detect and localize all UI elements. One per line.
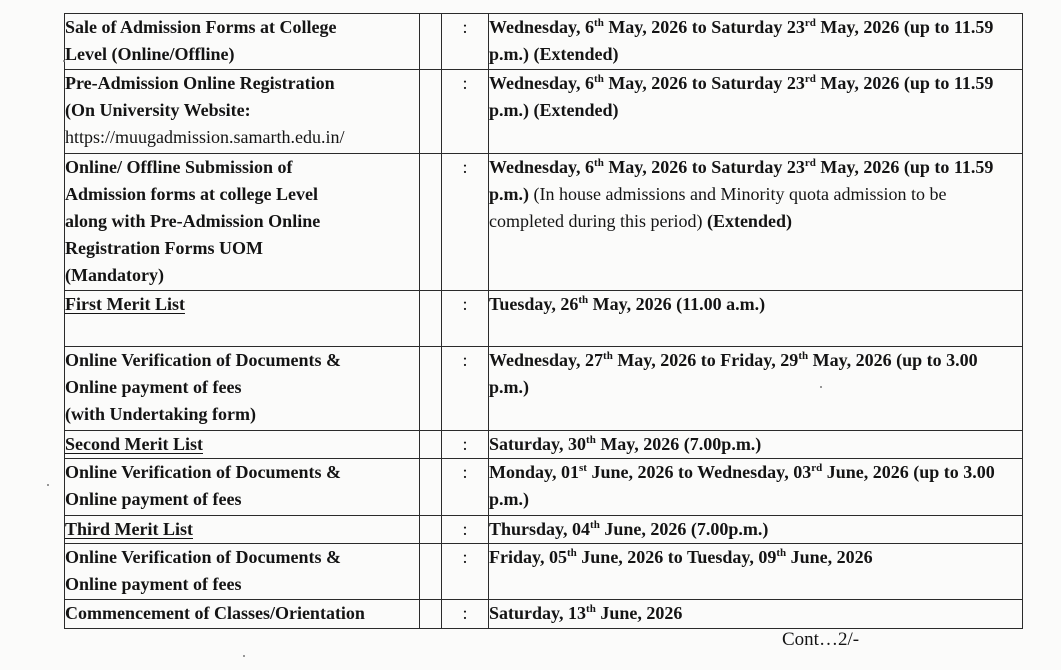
event-label: Pre-Admission Online Registration bbox=[65, 73, 335, 93]
ordinal-suffix: th bbox=[798, 350, 809, 362]
date-text: May, 2026 (7.00p.m.) bbox=[595, 434, 762, 454]
ordinal-suffix: st bbox=[579, 462, 587, 474]
colon-separator: : bbox=[442, 600, 489, 629]
event-cell bbox=[65, 154, 420, 291]
event-cell bbox=[65, 347, 420, 431]
schedule-row bbox=[65, 431, 1023, 459]
event-label: Registration Forms UOM bbox=[65, 238, 263, 258]
event-cell bbox=[65, 516, 420, 544]
ordinal-suffix: th bbox=[590, 519, 600, 531]
date-cell bbox=[489, 544, 1023, 600]
event-cell bbox=[65, 70, 420, 154]
date-cell bbox=[489, 347, 1023, 431]
date-cell bbox=[489, 516, 1023, 544]
date-text: (Extended) bbox=[706, 211, 792, 231]
event-label: Online Verification of Documents & bbox=[65, 350, 341, 370]
ordinal-suffix: th bbox=[578, 294, 589, 306]
date-text: May, 2026 to Saturday 23 bbox=[603, 73, 805, 93]
date-text: June, 2026 to Wednesday, 03 bbox=[586, 462, 812, 482]
scan-speck bbox=[820, 386, 822, 388]
event-label: Online payment of fees bbox=[65, 489, 242, 509]
event-label: Commencement of Classes/Orientation bbox=[65, 603, 365, 623]
event-label: (Mandatory) bbox=[65, 265, 164, 285]
date-text: June, 2026 bbox=[595, 603, 683, 623]
date-text: Tuesday, 26 bbox=[489, 294, 579, 314]
schedule-row bbox=[65, 291, 1023, 347]
event-label: (On University Website: bbox=[65, 100, 251, 120]
date-text: June, 2026 bbox=[786, 547, 873, 567]
date-cell bbox=[489, 14, 1023, 70]
date-cell bbox=[489, 291, 1023, 347]
date-note: (In house admissions and Minority quota admission to be completed during this period) bbox=[489, 184, 947, 231]
ordinal-suffix: th bbox=[603, 350, 613, 362]
colon-separator: : bbox=[442, 459, 489, 516]
scan-speck bbox=[243, 655, 245, 657]
spacer-cell bbox=[420, 154, 442, 291]
continuation-note: Cont…2/- bbox=[782, 629, 860, 650]
event-label: Online Verification of Documents & bbox=[65, 547, 341, 567]
date-text: Saturday, 30 bbox=[489, 434, 587, 454]
date-text: May, 2026 to Friday, 29 bbox=[612, 350, 799, 370]
schedule-row bbox=[65, 459, 1023, 516]
date-text: Friday, 05 bbox=[489, 547, 568, 567]
date-text: Wednesday, 6 bbox=[489, 73, 595, 93]
date-text: May, 2026 (11.00 a.m.) bbox=[588, 294, 766, 314]
schedule-row bbox=[65, 544, 1023, 600]
event-cell bbox=[65, 291, 420, 347]
colon-separator: : bbox=[442, 154, 489, 291]
ordinal-suffix: th bbox=[594, 157, 604, 169]
colon-separator: : bbox=[442, 70, 489, 154]
date-cell bbox=[489, 431, 1023, 459]
event-label: Admission forms at college Level bbox=[65, 184, 318, 204]
colon-separator: : bbox=[442, 347, 489, 431]
colon-separator: : bbox=[442, 544, 489, 600]
schedule-row bbox=[65, 154, 1023, 291]
date-cell bbox=[489, 154, 1023, 291]
ordinal-suffix: th bbox=[586, 603, 596, 615]
date-text: May, 2026 (up to 11.59 p.m.) (Extended) bbox=[489, 17, 994, 64]
date-cell bbox=[489, 459, 1023, 516]
colon-separator: : bbox=[442, 431, 489, 459]
date-text: Wednesday, 6 bbox=[489, 157, 595, 177]
ordinal-suffix: th bbox=[586, 434, 596, 446]
university-website-url: https://muugadmission.samarth.edu.in/ bbox=[65, 127, 345, 147]
event-label: Third Merit List bbox=[65, 519, 193, 539]
event-label: Online Verification of Documents & bbox=[65, 462, 341, 482]
date-text: June, 2026 to Tuesday, 09 bbox=[576, 547, 777, 567]
scan-speck bbox=[63, 60, 65, 62]
event-cell bbox=[65, 600, 420, 629]
schedule-row bbox=[65, 70, 1023, 154]
spacer-cell bbox=[420, 431, 442, 459]
ordinal-suffix: th bbox=[594, 73, 604, 85]
spacer-cell bbox=[420, 70, 442, 154]
ordinal-suffix: rd bbox=[811, 462, 823, 474]
event-label: Second Merit List bbox=[65, 434, 203, 454]
date-text: May, 2026 to Saturday 23 bbox=[603, 157, 805, 177]
scan-speck bbox=[47, 484, 49, 486]
colon-separator: : bbox=[442, 14, 489, 70]
spacer-cell bbox=[420, 600, 442, 629]
date-text: Saturday, 13 bbox=[489, 603, 587, 623]
ordinal-suffix: rd bbox=[804, 73, 816, 85]
event-label: (with Undertaking form) bbox=[65, 404, 256, 424]
ordinal-suffix: th bbox=[594, 17, 604, 29]
date-text: Monday, 01 bbox=[489, 462, 580, 482]
spacer-cell bbox=[420, 347, 442, 431]
ordinal-suffix: th bbox=[776, 547, 787, 559]
event-label: along with Pre-Admission Online bbox=[65, 211, 321, 231]
event-cell bbox=[65, 459, 420, 516]
spacer-cell bbox=[420, 291, 442, 347]
spacer-cell bbox=[420, 14, 442, 70]
schedule-row bbox=[65, 14, 1023, 70]
event-label: Online payment of fees bbox=[65, 574, 242, 594]
colon-separator: : bbox=[442, 516, 489, 544]
schedule-body bbox=[65, 14, 1023, 629]
date-cell bbox=[489, 600, 1023, 629]
date-text: May, 2026 (up to 11.59 p.m.) (Extended) bbox=[489, 73, 994, 120]
date-text: May, 2026 (up to 11.59 p.m.) bbox=[489, 157, 994, 204]
event-label: Level (Online/Offline) bbox=[65, 44, 235, 64]
spacer-cell bbox=[420, 459, 442, 516]
schedule-row bbox=[65, 600, 1023, 629]
event-label: Sale of Admission Forms at College bbox=[65, 17, 337, 37]
ordinal-suffix: rd bbox=[804, 17, 816, 29]
event-cell bbox=[65, 431, 420, 459]
colon-separator: : bbox=[442, 291, 489, 347]
schedule-row bbox=[65, 516, 1023, 544]
schedule-row bbox=[65, 347, 1023, 431]
event-label: Online payment of fees bbox=[65, 377, 242, 397]
date-text: June, 2026 (7.00p.m.) bbox=[599, 519, 769, 539]
event-label: Online/ Offline Submission of bbox=[65, 157, 293, 177]
ordinal-suffix: th bbox=[567, 547, 577, 559]
date-text: Thursday, 04 bbox=[489, 519, 591, 539]
date-text: June, 2026 (up to 3.00 p.m.) bbox=[489, 462, 995, 509]
date-cell bbox=[489, 70, 1023, 154]
spacer-cell bbox=[420, 544, 442, 600]
event-cell bbox=[65, 14, 420, 70]
date-text: Wednesday, 27 bbox=[489, 350, 604, 370]
admission-schedule-table bbox=[64, 13, 1023, 629]
ordinal-suffix: rd bbox=[804, 157, 816, 169]
event-label: First Merit List bbox=[65, 294, 185, 314]
date-text: Wednesday, 6 bbox=[489, 17, 595, 37]
event-cell bbox=[65, 544, 420, 600]
date-text: May, 2026 to Saturday 23 bbox=[603, 17, 805, 37]
spacer-cell bbox=[420, 516, 442, 544]
date-text: May, 2026 (up to 3.00 p.m.) bbox=[489, 350, 978, 397]
